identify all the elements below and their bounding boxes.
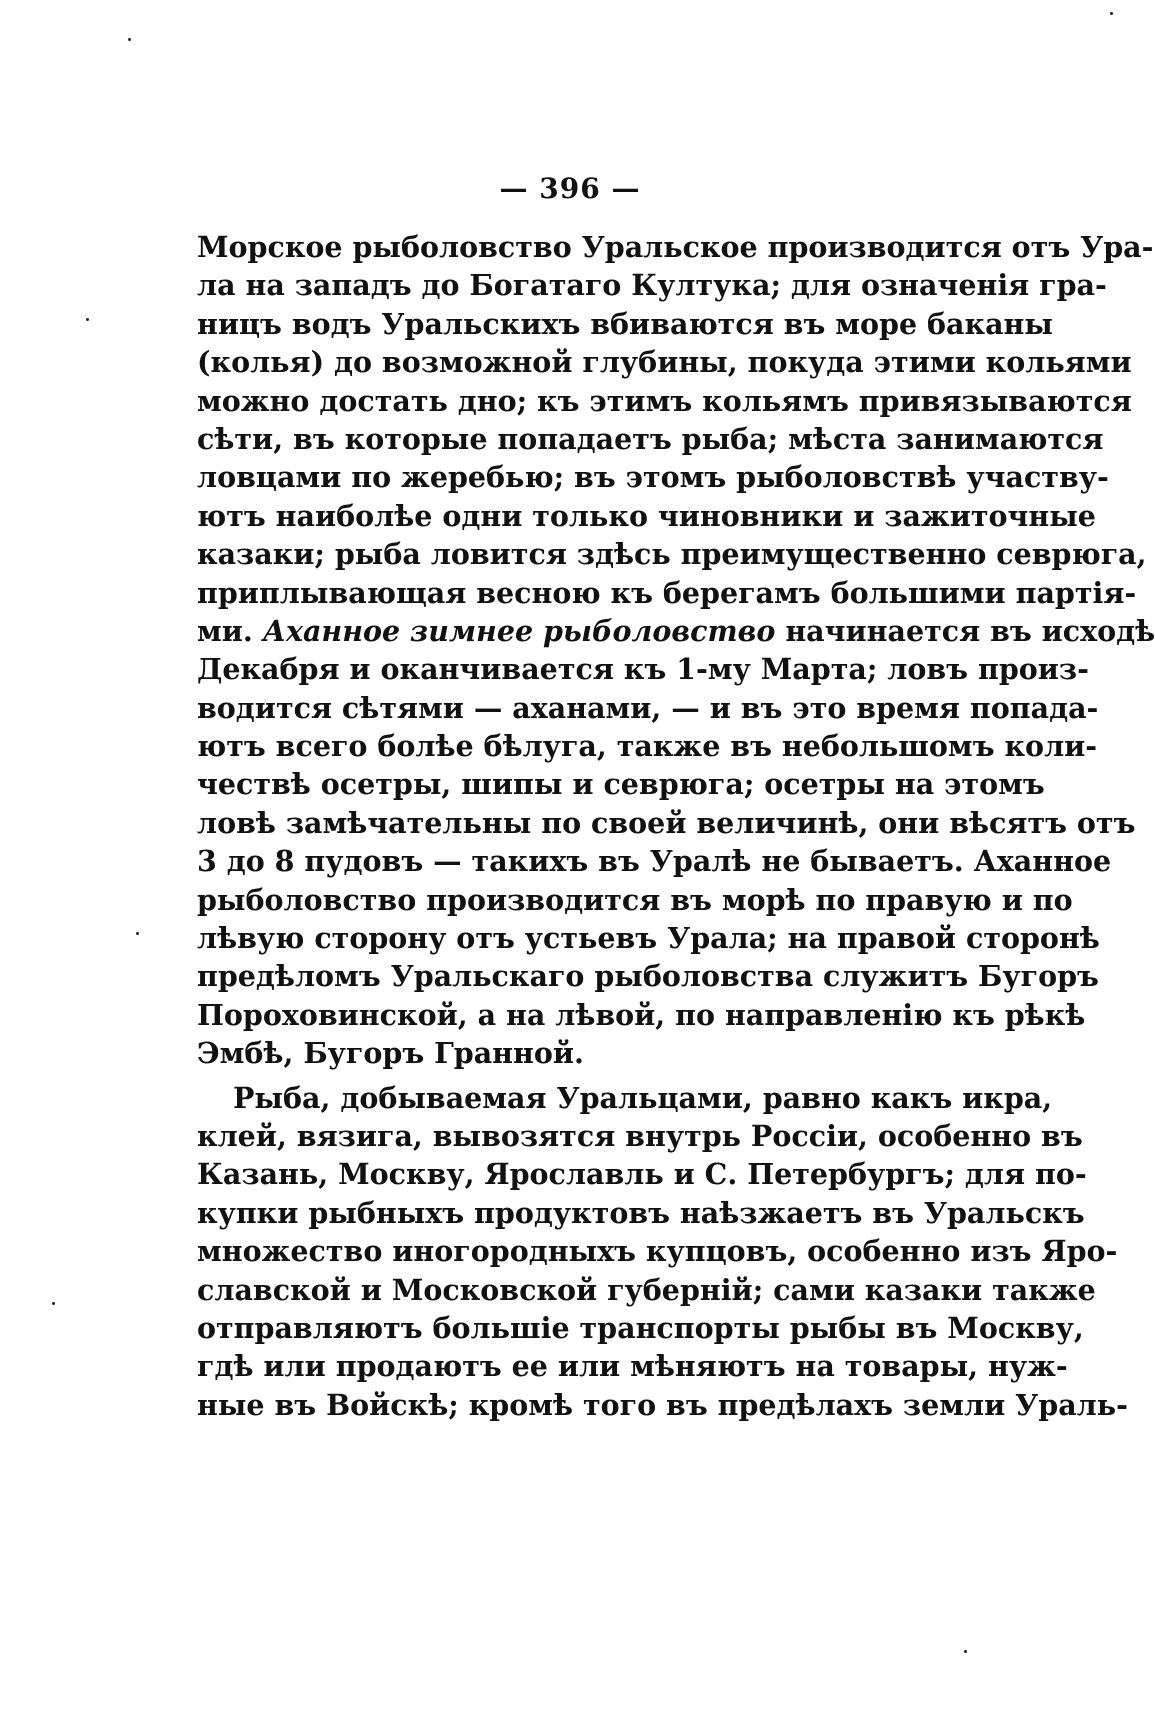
text-line: ютъ всего болѣе бѣлуга, также въ небольшомъ коли- [197, 729, 1098, 764]
paragraph-1 [197, 228, 1155, 1073]
page-number: — 396 — [499, 172, 641, 205]
text-line: Декабря и оканчивается къ 1-му Марта; ловъ произ- [197, 652, 1089, 687]
text-line: можно достать дно; къ этимъ кольямъ привязываются [197, 383, 1132, 418]
scan-speck [964, 1650, 967, 1653]
scan-speck [128, 38, 131, 41]
text-line: лѣвую сторону отъ устьевъ Урала; на правой сторонѣ [197, 921, 1100, 956]
text-line: предѣломъ Уральскаго рыболовства служитъ Бугоръ [197, 959, 1099, 994]
text-line: (колья) до возможной глубины, покуда этими кольями [197, 345, 1132, 380]
text-line: казаки; рыба ловится здѣсь преимущественно севрюга, [197, 537, 1147, 572]
text-line: водится сѣтями — аханами, — и въ это время попада- [197, 690, 1099, 725]
text-line: славской и Московской губерній; сами казаки также [197, 1272, 1096, 1307]
text-line: гдѣ или продаютъ ее или мѣняютъ на товары, нуж- [197, 1349, 1068, 1384]
text-line: купки рыбныхъ продуктовъ наѣзжаетъ въ Уральскъ [197, 1195, 1085, 1230]
text-line: чествѣ осетры, шипы и севрюга; осетры на этомъ [197, 767, 1045, 802]
text-line-indented: Рыба, добываемая Уральцами, равно какъ икра, [233, 1080, 1053, 1115]
text-line: Морское рыболовство Уральское производится отъ Ура- [197, 230, 1154, 264]
text-line: отправляютъ большіе транспорты рыбы въ Москву, [197, 1310, 1084, 1345]
scan-speck [86, 318, 89, 321]
body-text [197, 228, 1155, 1424]
italic-section-heading: Аханное зимнее рыболовство [262, 613, 776, 648]
scan-speck [136, 932, 139, 935]
text-line: ютъ наиболѣе одни только чиновники и зажиточные [197, 498, 1096, 533]
text-line: 3 до 8 пудовъ — такихъ въ Уралѣ не бываетъ. Аханное [197, 844, 1112, 879]
text-line: клей, вязига, вывозятся внутрь Россіи, особенно въ [197, 1118, 1083, 1153]
text-line: Казань, Москву, Ярославль и С. Петербургъ; для по- [197, 1157, 1087, 1192]
text-line: ные въ Войскѣ; кромѣ того въ предѣлахъ земли Ураль- [197, 1387, 1128, 1422]
text-line: ловцами по жеребью; въ этомъ рыболовствѣ участву- [197, 460, 1109, 495]
text-line: ницъ водъ Уральскихъ вбиваются въ море баканы [197, 306, 1053, 341]
text-line: приплывающая весною къ берегамъ большими партія- [197, 575, 1137, 610]
scan-speck [1110, 12, 1113, 15]
text-line: ловѣ замѣчательны по своей величинѣ, они вѣсятъ отъ [197, 805, 1136, 840]
text-line: рыболовство производится въ морѣ по правую и по [197, 882, 1073, 917]
paragraph-2 [197, 1079, 1128, 1425]
line-start: ми. [197, 613, 253, 648]
text-line: множество иногородныхъ купцовъ, особенно изъ Яро- [197, 1234, 1118, 1269]
text-line: сѣти, въ которые попадаетъ рыба; мѣста занимаются [197, 421, 1104, 456]
text-line-with-italic-heading [197, 612, 1155, 650]
line-end: начинается въ исходѣ [785, 613, 1155, 648]
text-line-last: Эмбѣ, Бугоръ Гранной. [197, 1036, 584, 1071]
text-line: ла на западъ до Богатаго Култука; для означенія гра- [197, 268, 1107, 303]
scan-speck [52, 1302, 55, 1305]
text-line: Пороховинской, а на лѣвой, по направленію къ рѣкѣ [197, 997, 1086, 1032]
